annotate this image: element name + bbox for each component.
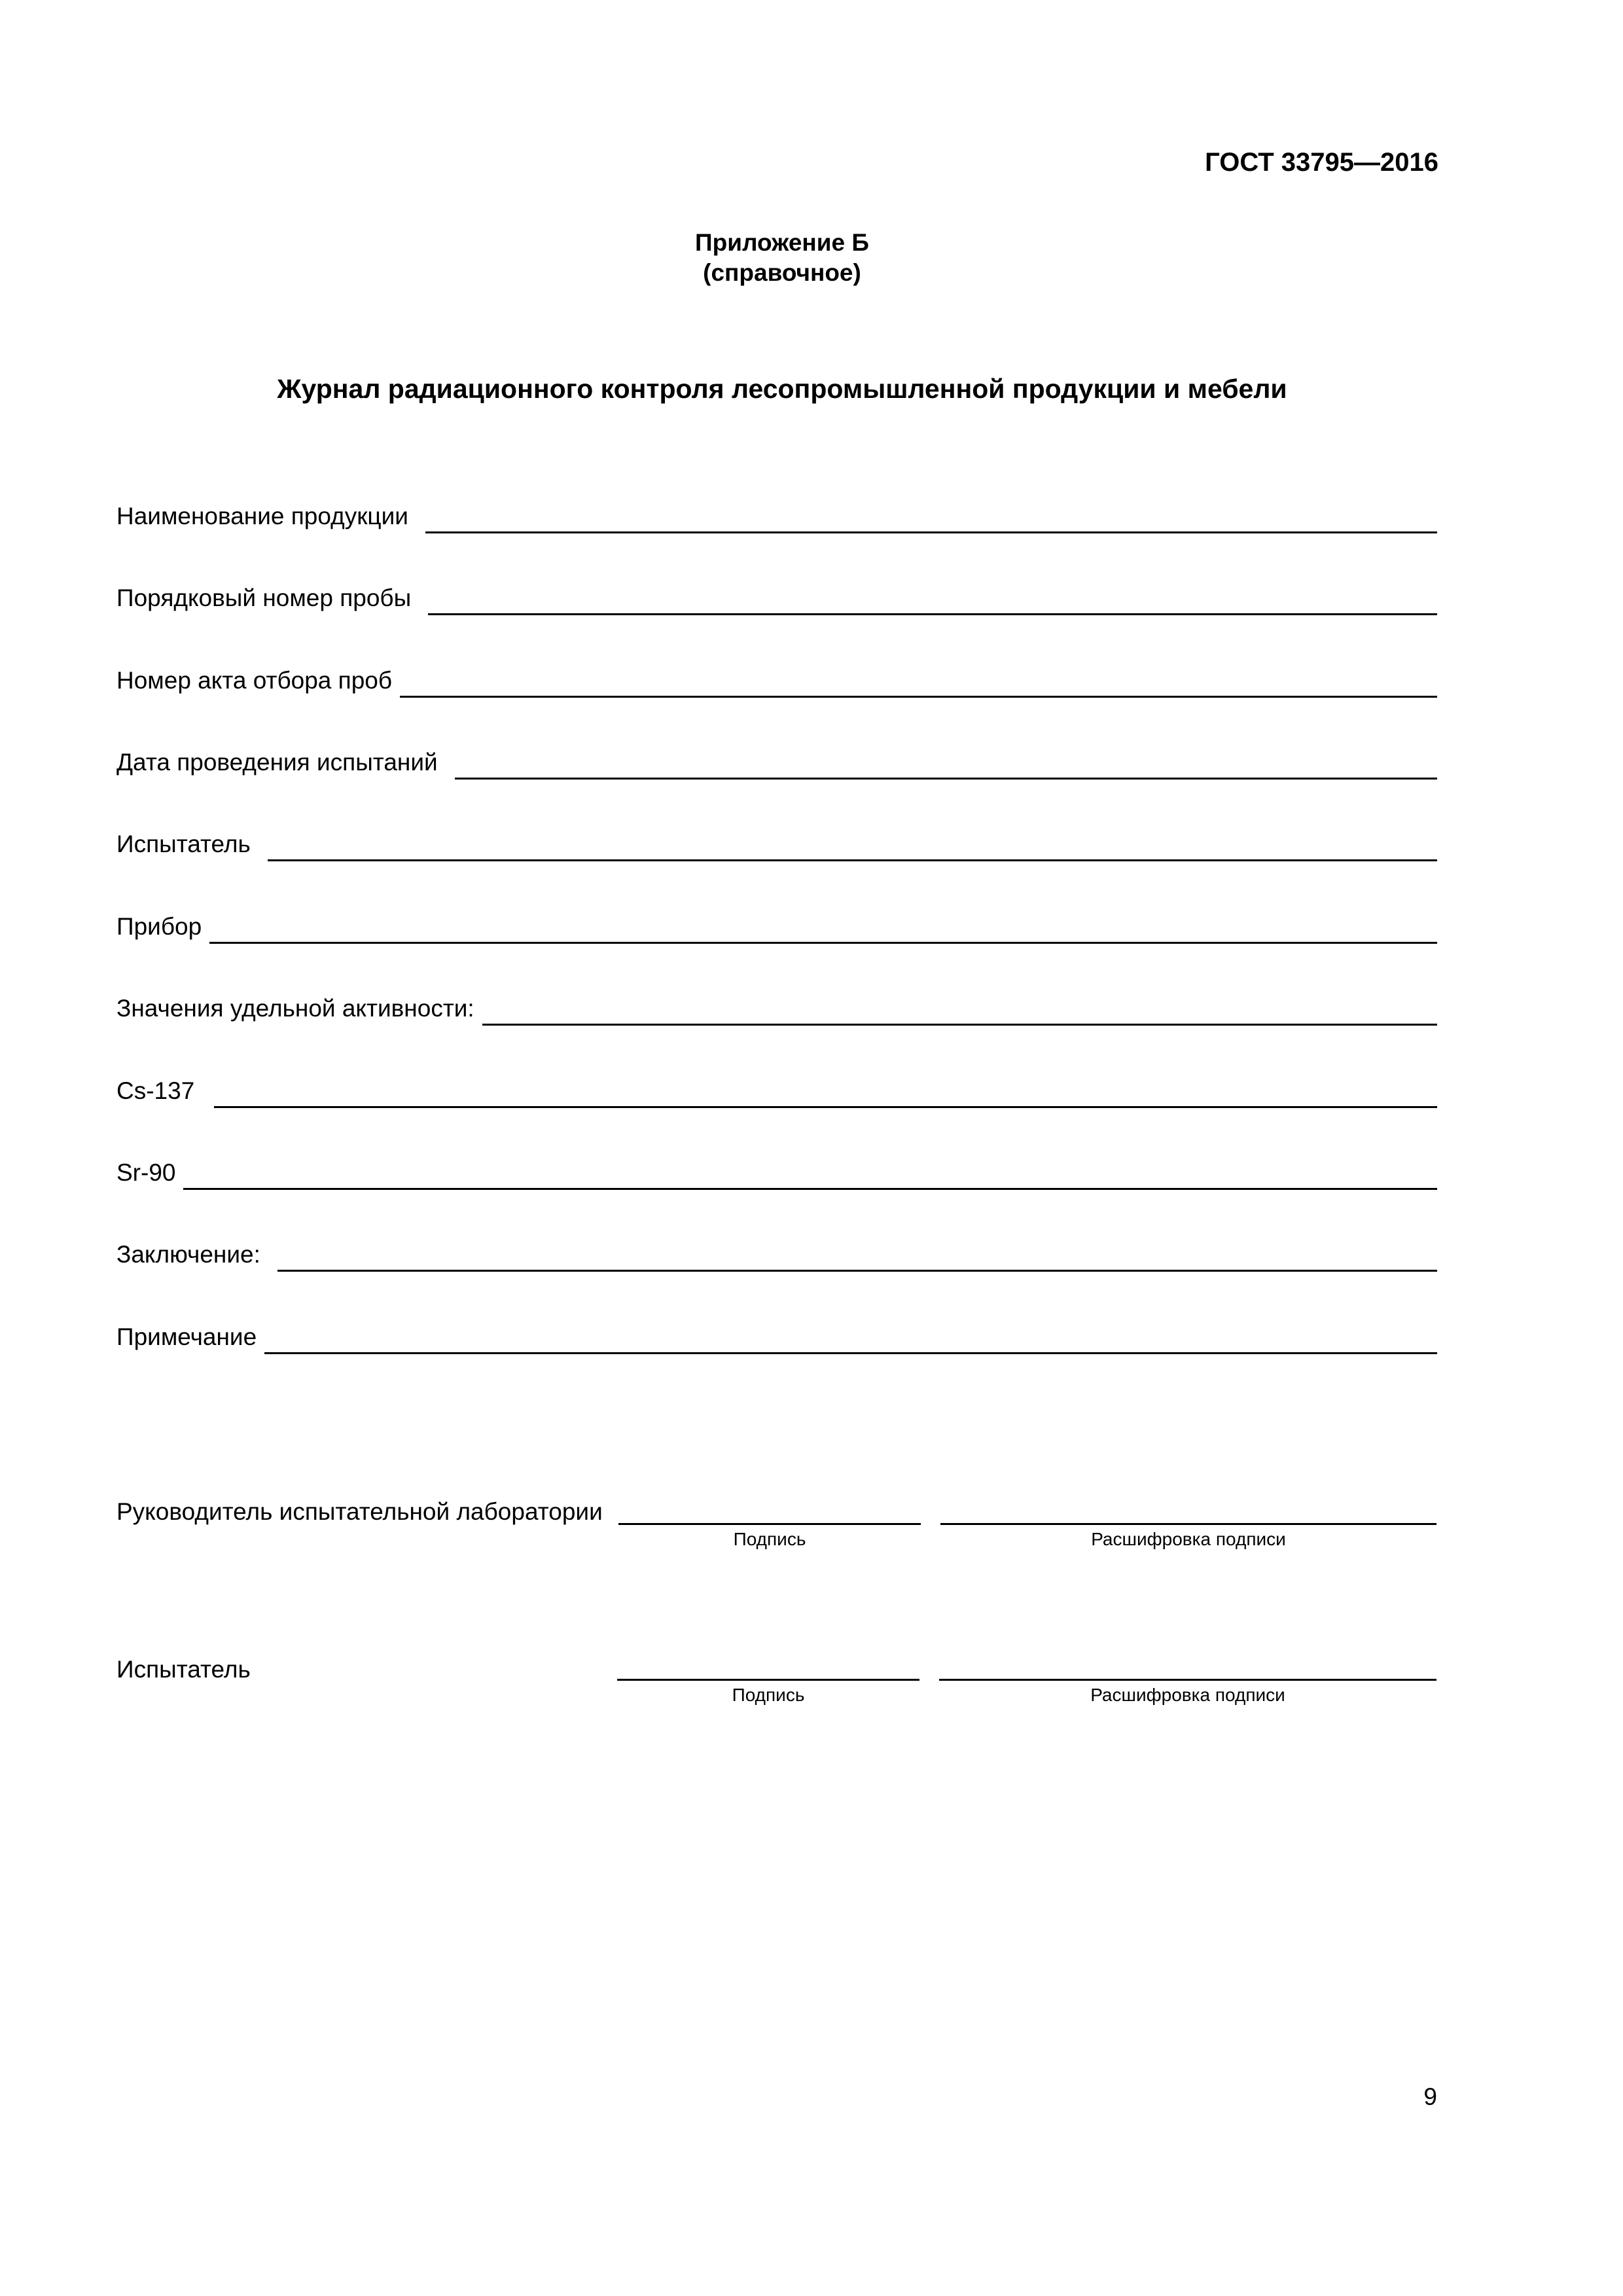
field-tester	[116, 822, 1437, 861]
instrument-input-line[interactable]	[209, 942, 1437, 944]
standard-number: ГОСТ 33795—2016	[1205, 148, 1438, 177]
field-conclusion	[116, 1232, 1437, 1272]
test-date-input-line[interactable]	[455, 778, 1437, 780]
field-test-date	[116, 740, 1437, 780]
field-note	[116, 1315, 1437, 1354]
sr90-input-line[interactable]	[183, 1188, 1437, 1190]
lab-head-signature-line[interactable]	[618, 1523, 921, 1525]
cs137-input-line[interactable]	[214, 1106, 1437, 1108]
page-number: 9	[1423, 2083, 1437, 2110]
lab-head-name-line[interactable]	[940, 1523, 1436, 1525]
conclusion-input-line[interactable]	[277, 1270, 1437, 1272]
tester-signature-label: Испытатель	[116, 1656, 251, 1683]
field-label: Номер акта отбора проб	[116, 667, 393, 694]
field-label: Дата проведения испытаний	[116, 749, 438, 776]
field-label: Испытатель	[116, 831, 251, 857]
lab-head-label: Руководитель испытательной лаборатории	[116, 1498, 603, 1525]
signature-caption: Подпись	[733, 1529, 806, 1549]
field-sampling-act-number	[116, 658, 1437, 698]
form-title: Журнал радиационного контроля лесопромышленной продукции и мебели	[277, 374, 1287, 404]
field-sample-number	[116, 576, 1437, 615]
field-label: Заключение:	[116, 1241, 260, 1268]
sample-number-input-line[interactable]	[428, 613, 1437, 615]
signature-caption: Подпись	[732, 1685, 805, 1705]
appendix-subtitle: (справочное)	[703, 259, 861, 286]
name-decoding-caption: Расшифровка подписи	[1091, 1529, 1286, 1549]
field-label: Sr-90	[116, 1159, 176, 1186]
tester-input-line[interactable]	[268, 859, 1437, 861]
field-label: Прибор	[116, 913, 202, 940]
field-label: Порядковый номер пробы	[116, 584, 412, 611]
tester-signature-line[interactable]	[617, 1679, 919, 1681]
field-label: Наименование продукции	[116, 503, 408, 529]
field-specific-activity	[116, 986, 1437, 1026]
field-label: Cs-137	[116, 1077, 195, 1104]
product-name-input-line[interactable]	[425, 531, 1437, 533]
field-sr90	[116, 1151, 1437, 1190]
name-decoding-caption: Расшифровка подписи	[1090, 1685, 1285, 1705]
field-cs137	[116, 1069, 1437, 1108]
specific-activity-input-line[interactable]	[482, 1024, 1437, 1026]
sampling-act-number-input-line[interactable]	[400, 696, 1437, 698]
field-product-name	[116, 494, 1437, 533]
field-instrument	[116, 905, 1437, 944]
note-input-line[interactable]	[264, 1352, 1437, 1354]
tester-name-line[interactable]	[939, 1679, 1436, 1681]
appendix-title: Приложение Б	[695, 229, 869, 256]
field-label: Значения удельной активности:	[116, 995, 474, 1022]
field-label: Примечание	[116, 1323, 257, 1350]
